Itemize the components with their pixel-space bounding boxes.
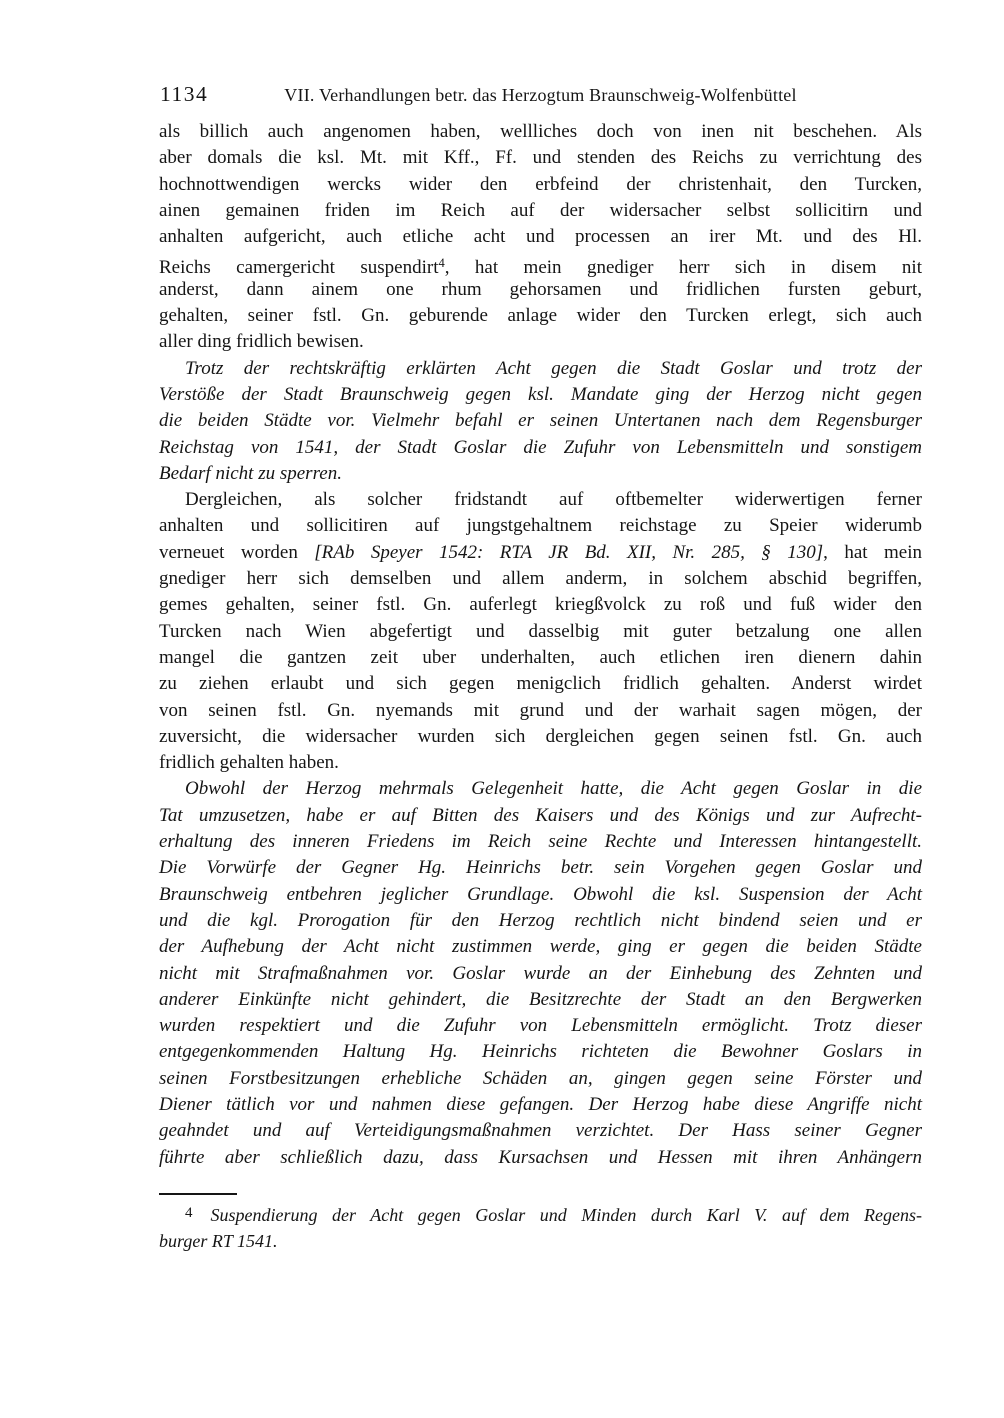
text-run: anderer Einkünfte nicht gehindert, die Besitzrechte der Stadt an den Bergwerken xyxy=(159,988,922,1010)
text-run: gnediger herr sich demselben und allem anderm, in solchem abschid begriffen, xyxy=(159,568,922,590)
footnote-text-line xyxy=(159,1228,922,1256)
text-line xyxy=(159,119,922,145)
text-line xyxy=(159,329,922,355)
text-line xyxy=(159,461,922,487)
text-line xyxy=(159,1039,922,1065)
text-line xyxy=(159,698,922,724)
text-line xyxy=(159,1118,922,1144)
text-line xyxy=(159,1066,922,1092)
text-run: Bedarf nicht zu sperren. xyxy=(159,462,342,484)
text-line xyxy=(159,250,922,279)
text-run: ainen gemainen friden im Reich auf der widersacher selbst sollicitirn und xyxy=(159,199,922,221)
paragraph-editorial-italic xyxy=(159,356,922,487)
text-line xyxy=(159,303,922,329)
running-header-title: VII. Verhandlungen betr. das Herzogtum Braunschweig-Wolfenbüttel xyxy=(284,85,797,105)
text-line xyxy=(159,645,922,671)
paragraph-source-text xyxy=(159,487,922,776)
footnote-section xyxy=(159,1200,922,1255)
footnote-text-line xyxy=(159,1200,922,1228)
text-run: von seinen fstl. Gn. nyemands mit grund und der warhait sagen mögen, der xyxy=(159,699,922,721)
text-run: , hat mein xyxy=(823,541,922,563)
page-number: 1134 xyxy=(160,82,209,106)
text-line xyxy=(159,513,922,539)
text-run: entgegenkommenden Haltung Hg. Heinrichs richteten die Bewohner Goslars in xyxy=(159,1041,922,1063)
text-run: Die Vorwürfe der Gegner Hg. Heinrichs betr. sein Vorgehen gegen Goslar und xyxy=(159,857,922,879)
paragraph-editorial-italic xyxy=(159,776,922,1170)
text-run: Turcken nach Wien abgefertigt und dasselbig mit guter betzalung one allen xyxy=(159,620,922,642)
footnote-text: Suspendierung der Acht gegen Goslar und Minden durch Karl V. auf dem Regens- xyxy=(210,1205,922,1225)
text-line xyxy=(159,855,922,881)
text-run: gehalten, seiner fstl. Gn. geburende anlage wider den Turcken erlegt, sich auch xyxy=(159,305,922,327)
body-text xyxy=(159,119,922,1171)
text-run: gemes gehalten, seiner fstl. Gn. auferlegt kriegßvolck zu roß und fuß wider den xyxy=(159,594,922,616)
text-run: erhaltung des inneren Friedens im Reich seine Rechte und Interessen hintangestellt. xyxy=(159,831,922,853)
text-line xyxy=(159,592,922,618)
text-line xyxy=(159,198,922,224)
text-run: aller ding fridlich bewisen. xyxy=(159,331,364,353)
text-line xyxy=(159,540,922,566)
text-run: nicht mit Strafmaßnahmen vor. Goslar wurde an der Einhebung des Zehnten und xyxy=(159,962,922,984)
text-run: die beiden Städte vor. Vielmehr befahl er seinen Untertanen nach dem Regensburger xyxy=(159,410,922,432)
footnote-rule xyxy=(159,1193,237,1195)
text-line xyxy=(159,961,922,987)
text-run: anderst, dann ainem one rhum gehorsamen und fridlichen fursten geburt, xyxy=(159,278,922,300)
text-line xyxy=(159,277,922,303)
text-run: zuversicht, die widersacher wurden sich dergleichen gegen seinen fstl. Gn. auch xyxy=(159,725,922,747)
text-run: anhalten aufgericht, auch etliche acht und processen an irer Mt. und des Hl. xyxy=(159,226,922,248)
text-run: mangel die gantzen zeit uber underhalten, auch etlichen iren dienern dahin xyxy=(159,646,922,668)
text-run: seinen Forstbesitzungen erhebliche Schäden an, gingen gegen seine Förster und xyxy=(159,1067,922,1089)
text-line xyxy=(159,224,922,250)
text-run: aber domals die ksl. Mt. mit Kff., Ff. und stenden des Reichs zu verrichtung des xyxy=(159,147,922,169)
text-line xyxy=(159,408,922,434)
text-line xyxy=(159,908,922,934)
text-line xyxy=(159,750,922,776)
text-line xyxy=(159,1145,922,1171)
citation-inline: [RAb Speyer 1542: RTA JR Bd. XII, Nr. 285, § 130] xyxy=(314,541,824,563)
text-line xyxy=(159,882,922,908)
paragraph-source-text xyxy=(159,119,922,356)
text-line xyxy=(159,435,922,461)
text-line xyxy=(159,566,922,592)
text-run: hochnottwendigen wercks wider den erbfeind der christenhait, den Turcken, xyxy=(159,173,922,195)
text-run: fridlich gehalten haben. xyxy=(159,752,339,774)
text-line xyxy=(159,803,922,829)
text-run: wurden respektiert und die Zufuhr von Lebensmitteln ermöglicht. Trotz dieser xyxy=(159,1015,922,1037)
text-line xyxy=(159,356,922,382)
text-run: als billich auch angenomen haben, wellliches doch von inen nit beschehen. Als xyxy=(159,121,922,142)
text-run: führte aber schließlich dazu, dass Kursachsen und Hessen mit ihren Anhängern xyxy=(159,1146,922,1168)
text-run: Diener tätlich vor und nahmen diese gefangen. Der Herzog habe diese Angriffe nicht xyxy=(159,1093,922,1115)
text-line xyxy=(159,987,922,1013)
text-line xyxy=(159,776,922,802)
text-run: Tat umzusetzen, habe er auf Bitten des Kaisers und des Königs und zur Aufrecht- xyxy=(159,804,922,826)
text-run: Dergleichen, als solcher fridstandt auf oftbemelter widerwertigen ferner xyxy=(185,489,922,511)
footnote-marker: 4 xyxy=(185,1205,193,1221)
text-run: Reichstag von 1541, der Stadt Goslar die Zufuhr von Lebensmitteln und sonstigem xyxy=(159,436,922,458)
text-line xyxy=(159,724,922,750)
footnote-text: burger RT 1541. xyxy=(159,1230,278,1251)
running-head xyxy=(159,82,922,108)
text-run: Obwohl der Herzog mehrmals Gelegenheit hatte, die Acht gegen Goslar in die xyxy=(185,778,922,800)
text-line xyxy=(159,934,922,960)
text-line xyxy=(159,671,922,697)
footnote-reference: 4 xyxy=(438,256,445,271)
text-run: und die kgl. Prorogation für den Herzog rechtlich nicht bindend seien und er xyxy=(159,909,922,931)
text-run: zu ziehen erlaubt und sich gegen menigclich fridlich gehalten. Anderst wirdet xyxy=(159,673,922,695)
text-run: Braunschweig entbehren jeglicher Grundlage. Obwohl die ksl. Suspension der Acht xyxy=(159,883,922,905)
text-run: Reichs camergericht suspendirt xyxy=(159,257,439,279)
text-line xyxy=(159,145,922,171)
text-line xyxy=(159,1092,922,1118)
text-run: Verstöße der Stadt Braunschweig gegen ksl. Mandate ging der Herzog nicht gegen xyxy=(159,383,922,405)
text-run: verneuet worden xyxy=(159,541,315,563)
text-run: , hat mein gnediger herr sich in disem nit xyxy=(444,257,922,279)
text-run: der Aufhebung der Acht nicht zustimmen werde, ging er gegen die beiden Städte xyxy=(159,936,922,958)
text-run: anhalten und sollicitiren auf jungstgehaltnem reichstage zu Speier widerumb xyxy=(159,515,922,537)
text-line xyxy=(159,487,922,513)
text-run: Trotz der rechtskräftig erklärten Acht gegen die Stadt Goslar und trotz der xyxy=(185,357,922,379)
text-line xyxy=(159,172,922,198)
text-line xyxy=(159,1013,922,1039)
text-run: geahndet und auf Verteidigungsmaßnahmen verzichtet. Der Hass seiner Gegner xyxy=(159,1120,922,1142)
text-line xyxy=(159,382,922,408)
text-line xyxy=(159,829,922,855)
text-line xyxy=(159,619,922,645)
